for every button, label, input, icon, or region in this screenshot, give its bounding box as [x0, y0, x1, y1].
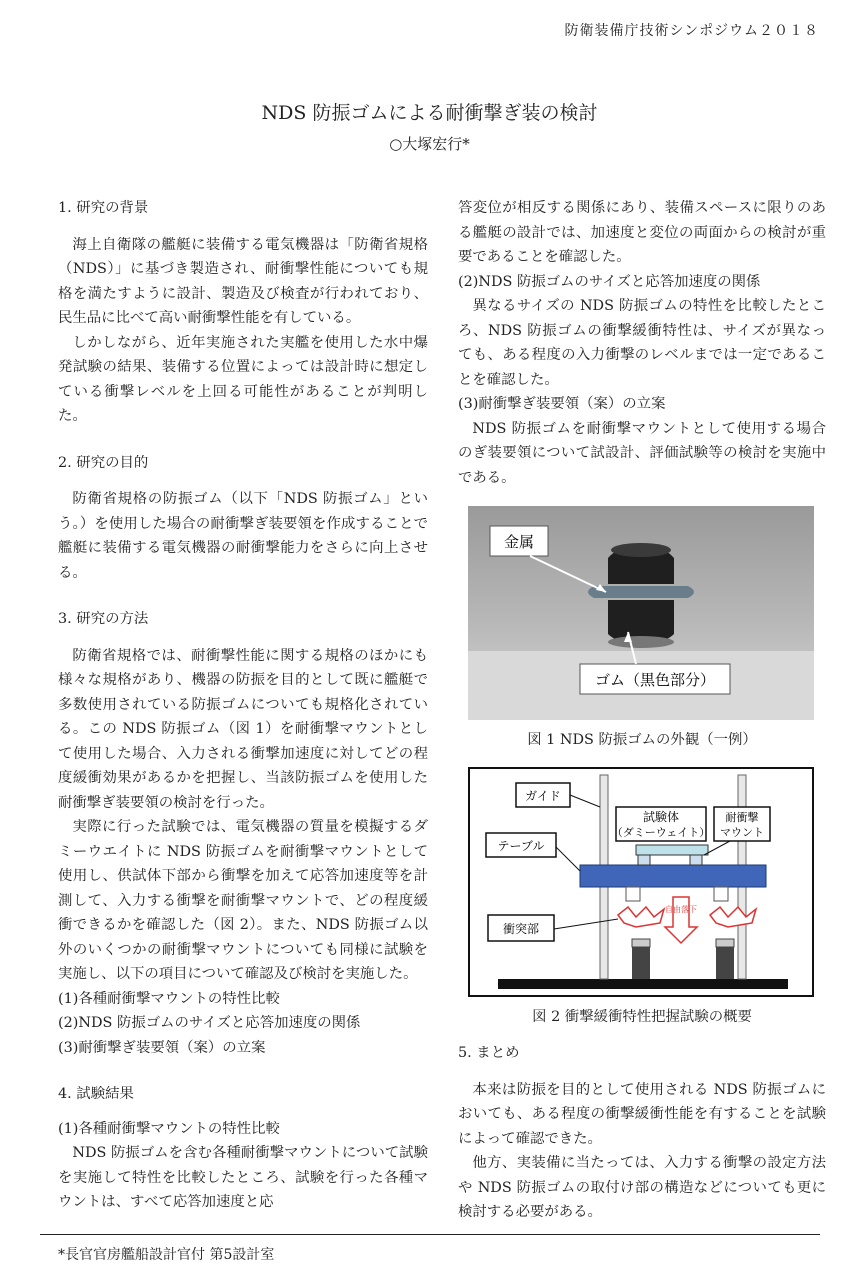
footer-affiliation: *長官官房艦船設計官付 第5設計室 — [58, 1247, 275, 1263]
figure-1-photo — [468, 506, 814, 720]
label-specimen-1: 試験体 — [642, 809, 680, 824]
section-5-paragraph-1: 本来は防振を目的として使用される NDS 防振ゴムにおいても、ある程度の衝撃緩衝性能を有することを試験によって確認できた。 — [458, 1081, 826, 1147]
label-metal: 金属 — [503, 533, 535, 551]
section-3-item: (3)耐衝撃ぎ装要領（案）の立案 — [58, 1039, 266, 1056]
section-3-paragraph-1: 防衛省規格では、耐衝撃性能に関する規格のほかにも様々な規格があり、機器の防振を目的として既に艦艇で多数使用されている防振ゴムについても規格化されている。この NDS 防振ゴム（図 1）を耐衝撃マウントとして使用した場合、入力される衝撃加速度に対してどの程度緩衝効果があるかを把握し、当該防振ゴムを使用した耐衝撃ぎ装要領の検討を行った。 — [58, 647, 428, 811]
left-column — [58, 196, 428, 1215]
figure-2-caption: 図 2 衝撃緩衝特性把握試験の概要 — [532, 1008, 752, 1025]
right-column — [458, 196, 826, 1225]
dummy-weight — [636, 845, 708, 855]
figure-1-caption: 図 1 NDS 防振ゴムの外観（一例） — [527, 732, 757, 748]
section-4-paragraph-3: NDS 防振ゴムを耐衝撃マウントとして使用する場合のぎ装要領について試設計、評価試験等の検討を実施中である。 — [458, 420, 826, 486]
section-5-paragraph-2: 他方、実装備に当たっては、入力する衝撃の設定方法や NDS 防振ゴムの取付け部の構造などについても更に検討する必要がある。 — [458, 1155, 826, 1220]
section-4-paragraph-1-continued: 答変位が相反する関係にあり、装備スペースに限りのある艦艇の設計では、加速度と変位の両面からの検討が重要であることを確認した。 — [458, 200, 826, 265]
symposium-header: 防衛装備庁技術シンポジウム２０１８ — [564, 23, 819, 39]
section-5-heading: 5. まとめ — [458, 1045, 520, 1061]
label-impact: 衝突部 — [502, 921, 540, 936]
section-1-paragraph-2: しかしながら、近年実施された実艦を使用した水中爆発試験の結果、装備する位置によっては設計時に想定している衝撃レベルを上回る可能性があることが判明した。 — [58, 334, 428, 424]
label-rubber: ゴム（黒色部分） — [594, 671, 716, 689]
section-4-subheading-2: (2)NDS 防振ゴムのサイズと応答加速度の関係 — [458, 273, 761, 290]
section-3-heading: 3. 研究の方法 — [58, 611, 149, 627]
section-4-paragraph-1: NDS 防振ゴムを含む各種耐衝撃マウントについて試験を実施して特性を比較したところ、試験を行った各種マウントは、すべて応答加速度と応 — [58, 1145, 428, 1210]
label-guide: ガイド — [525, 788, 561, 803]
figure-2-diagram — [468, 767, 814, 997]
paper-title: NDS 防振ゴムによる耐衝撃ぎ装の検討 — [261, 102, 598, 124]
author-line: ○大塚宏行* — [389, 135, 470, 153]
label-mount-1: 耐衝撃 — [725, 810, 759, 824]
label-specimen-2: （ダミーウェイト） — [611, 825, 711, 839]
section-1-paragraph-1: 海上自衛隊の艦艇に装備する電気機器は「防衛省規格（NDS）」に基づき製造され、耐衝撃性能についても規格を満たすように設計、製造及び検査が行われており、民生品に比べて高い耐衝撃性能を有している。 — [58, 236, 428, 326]
label-mount-2: マウント — [720, 825, 764, 839]
section-4-heading: 4. 試験結果 — [58, 1086, 134, 1102]
section-3-item: (1)各種耐衝撃マウントの特性比較 — [58, 990, 280, 1007]
section-4-subheading-3: (3)耐衝撃ぎ装要領（案）の立案 — [458, 396, 666, 412]
section-4-subheading-1: (1)各種耐衝撃マウントの特性比較 — [58, 1120, 280, 1137]
section-1-heading: 1. 研究の背景 — [58, 200, 149, 216]
section-3-item: (2)NDS 防振ゴムのサイズと応答加速度の関係 — [58, 1015, 361, 1031]
table-plate — [580, 865, 766, 887]
section-3-paragraph-2: 実際に行った試験では、電気機器の質量を模擬するダミーウエイトに NDS 防振ゴムを耐衝撃マウントとして使用し、供試体下部から衝撃を加えて応答加速度等を計測して、入力する衝撃を耐衝撃マウントで、どの程度緩衝できるかを確認した（図 2）。また、NDS 防振ゴム以外のいくつかの耐衝撃マウントについても同様に試験を実施し、以下の項目について確認及び検討を実施した。 — [58, 819, 428, 982]
base-plate — [498, 979, 788, 989]
section-4-paragraph-2: 異なるサイズの NDS 防振ゴムの特性を比較したところ、NDS 防振ゴムの衝撃緩衝特性は、サイズが異なっても、ある程度の入力衝撃のレベルまでは一定であることを確認した。 — [458, 298, 826, 388]
label-table: テーブル — [497, 838, 545, 853]
section-2-heading: 2. 研究の目的 — [58, 454, 149, 471]
drop-label: 自由落下 — [665, 904, 697, 914]
section-2-paragraph: 防衛省規格の防振ゴム（以下「NDS 防振ゴム」という。）を使用した場合の耐衝撃ぎ装要領を作成することで艦艇に装備する電気機器の耐衝撃能力をさらに向上させる。 — [58, 491, 428, 581]
footer-rule — [40, 1234, 820, 1235]
